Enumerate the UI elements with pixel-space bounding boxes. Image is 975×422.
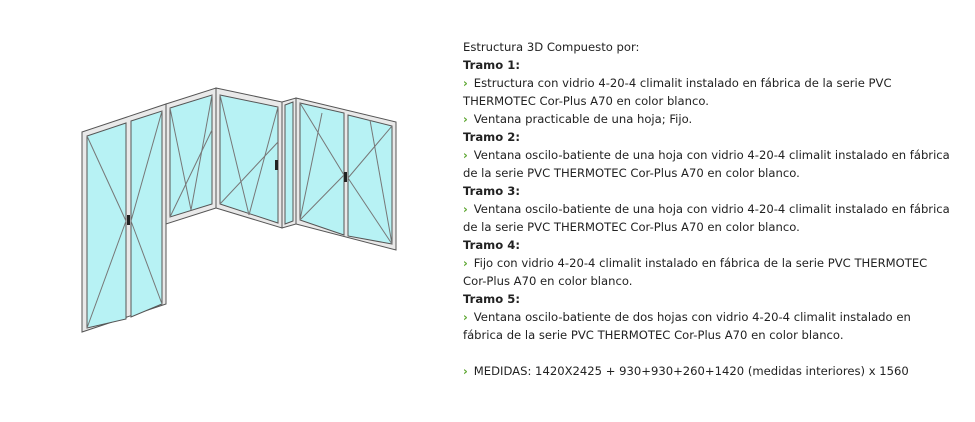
chevron-right-icon: › (463, 148, 468, 162)
tramo-5-title: Tramo 5: (463, 292, 520, 306)
window-structure-drawing (70, 80, 410, 350)
tramo-3-title: Tramo 3: (463, 184, 520, 198)
tramo-3-item-1: › Ventana oscilo-batiente de una hoja con vidrio 4-20-4 climalit instalado en fábrica de la serie PVC THERMOTEC Cor-Plus A70 en color blanco. (463, 202, 950, 234)
tramo-2-title: Tramo 2: (463, 130, 520, 144)
spacer (463, 344, 953, 362)
tramo-1-item-1: › Estructura con vidrio 4-20-4 climalit instalado en fábrica de la serie PVC THERMOTEC Cor-Plus A70 en color blanco. (463, 76, 892, 108)
tramo-4-drawing (282, 98, 296, 228)
window-3d-illustration (70, 80, 410, 350)
chevron-right-icon: › (463, 364, 468, 378)
intro-text: Estructura 3D Compuesto por: (463, 40, 640, 54)
chevron-right-icon: › (463, 76, 468, 90)
chevron-right-icon: › (463, 256, 468, 270)
tramo-1-drawing (82, 104, 166, 332)
product-description (463, 38, 953, 380)
tramo-3-drawing (216, 88, 282, 228)
tramo-2-item-1: › Ventana oscilo-batiente de una hoja con vidrio 4-20-4 climalit instalado en fábrica de la serie PVC THERMOTEC Cor-Plus A70 en color blanco. (463, 148, 950, 180)
chevron-right-icon: › (463, 310, 468, 324)
medidas-line: › MEDIDAS: 1420X2425 + 930+930+260+1420 (medidas interiores) x 1560 (463, 364, 909, 378)
tramo-2-drawing (166, 88, 216, 224)
tramo-1-title: Tramo 1: (463, 58, 520, 72)
chevron-right-icon: › (463, 202, 468, 216)
tramo-4-title: Tramo 4: (463, 238, 520, 252)
chevron-right-icon: › (463, 112, 468, 126)
tramo-4-item-1: › Fijo con vidrio 4-20-4 climalit instalado en fábrica de la serie PVC THERMOTEC Cor-Plus A70 en color blanco. (463, 256, 928, 288)
tramo-5-drawing (296, 98, 396, 250)
tramo-1-item-2: › Ventana practicable de una hoja; Fijo. (463, 112, 693, 126)
tramo-5-item-1: › Ventana oscilo-batiente de dos hojas con vidrio 4-20-4 climalit instalado en fábrica de la serie PVC THERMOTEC Cor-Plus A70 en color blanco. (463, 310, 911, 342)
